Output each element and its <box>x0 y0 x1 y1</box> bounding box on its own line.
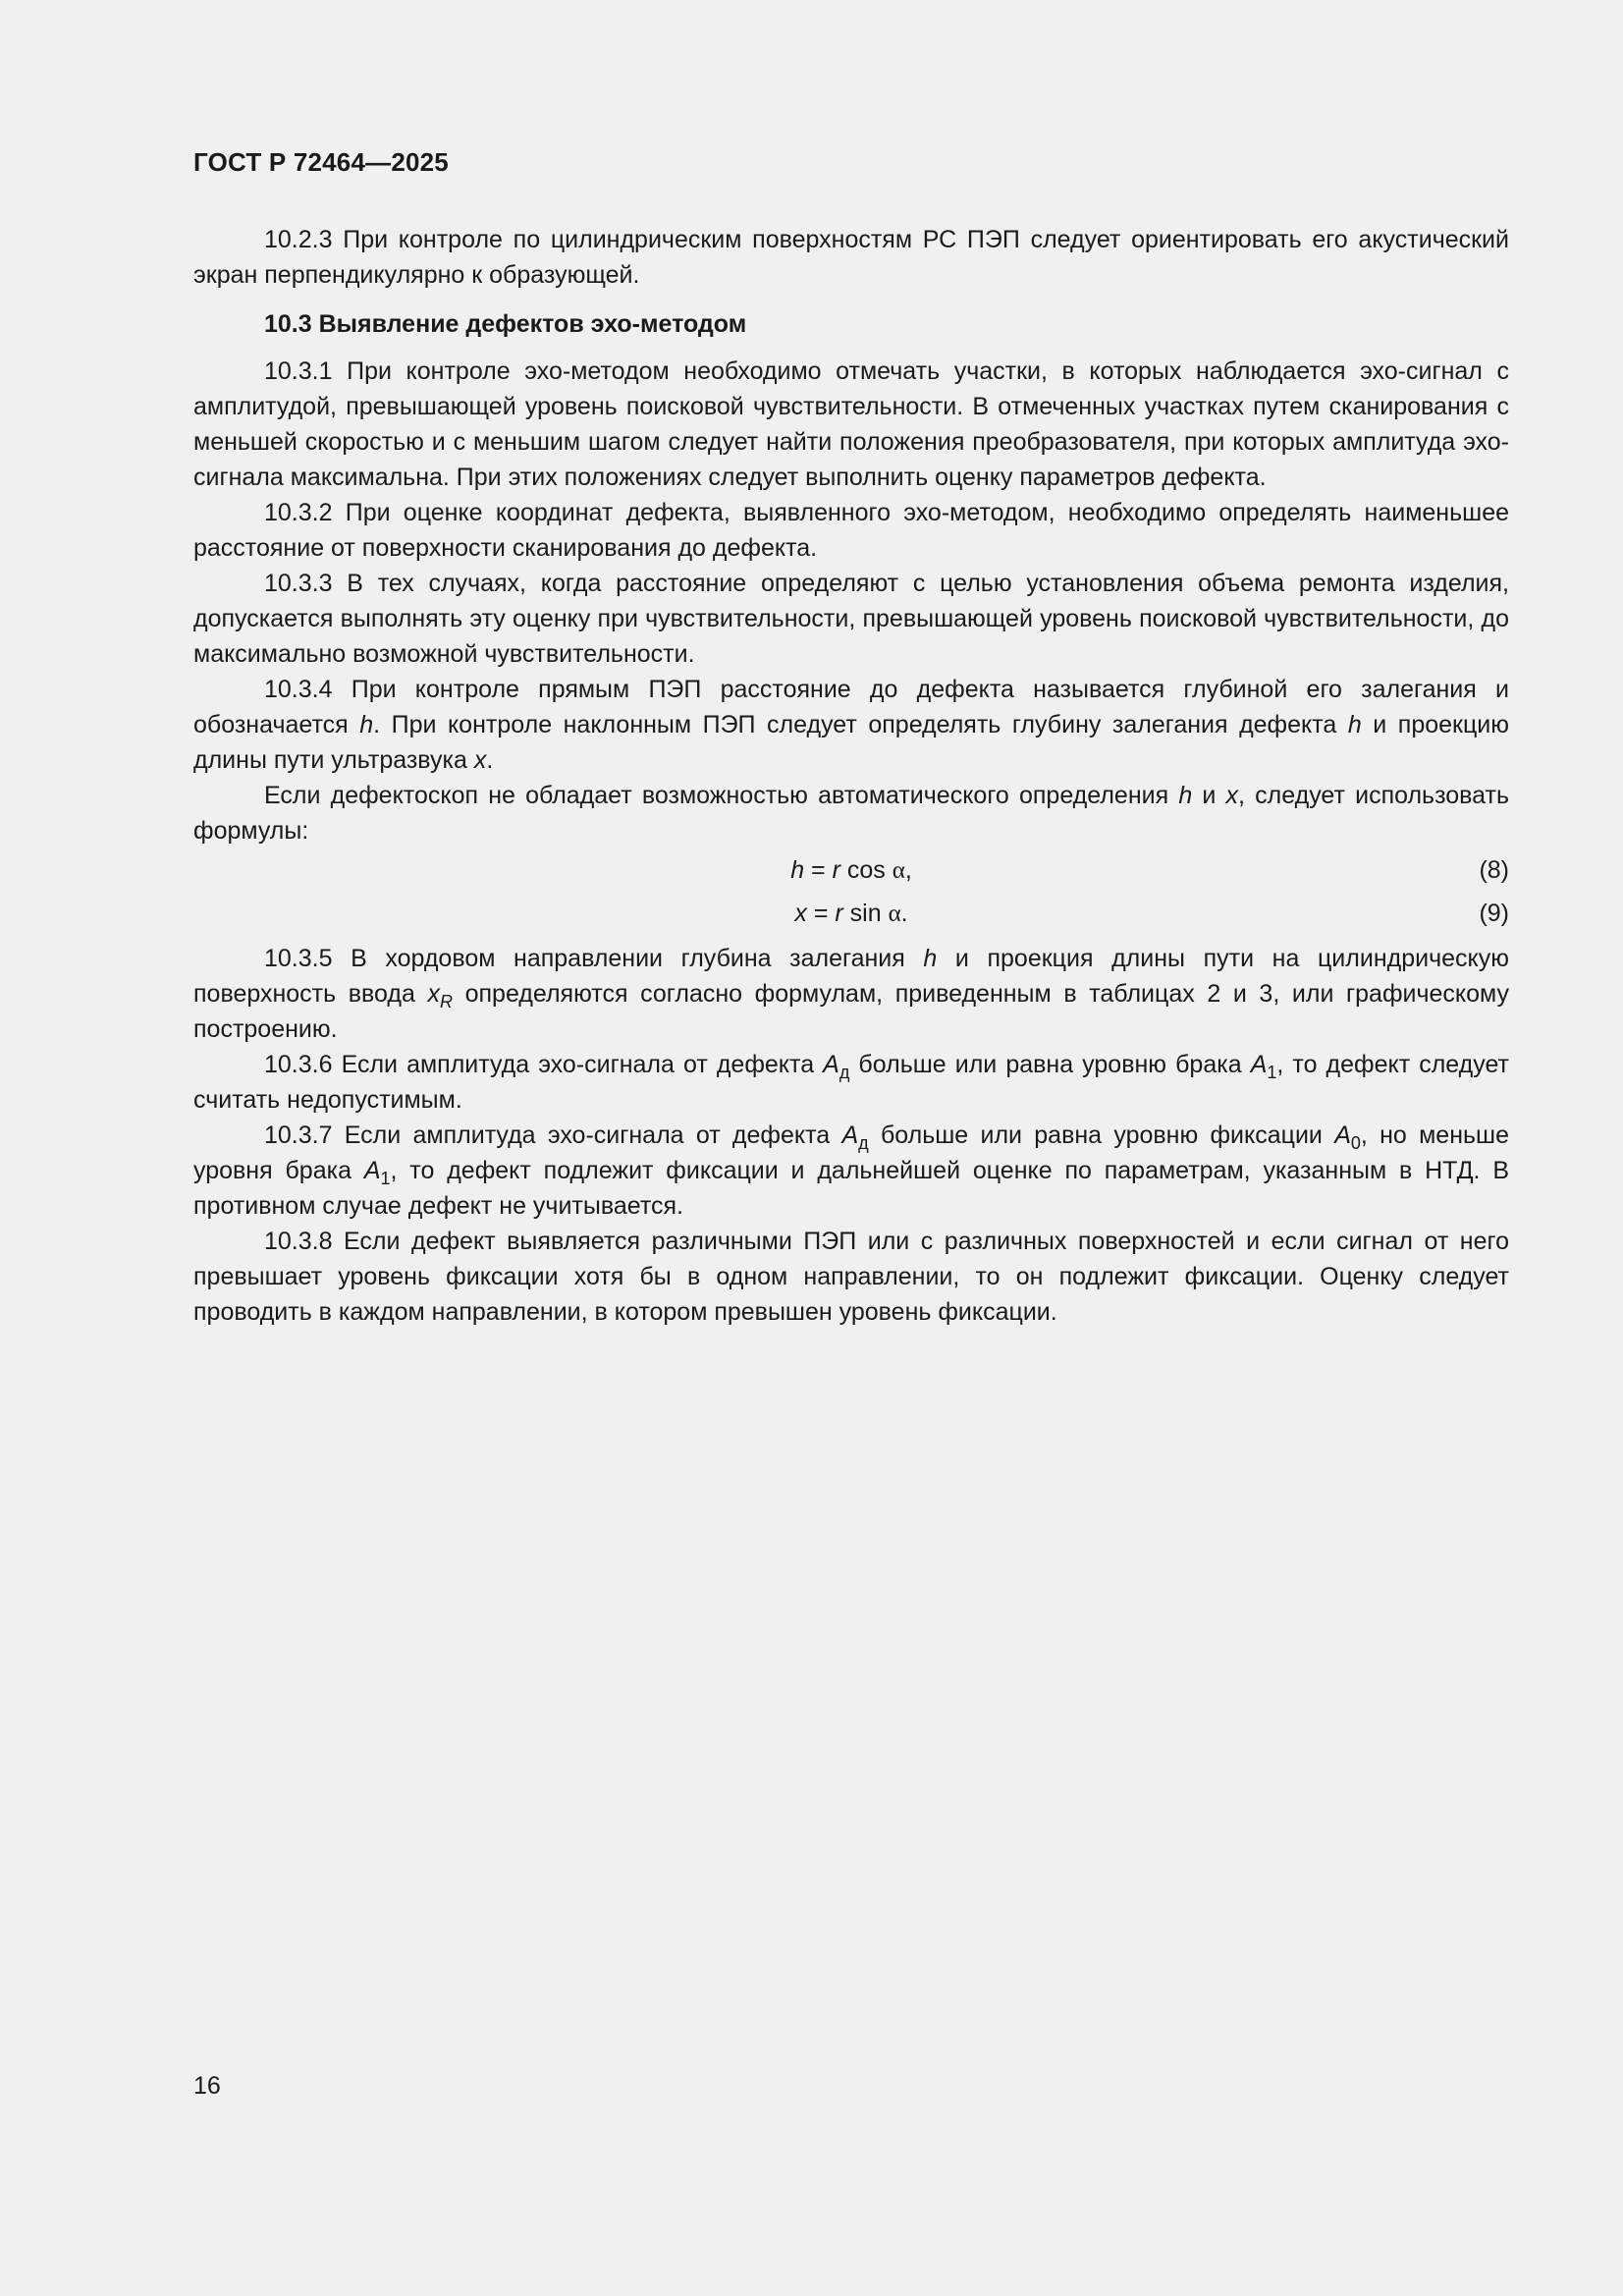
clause-10-3-5: 10.3.5 В хордовом направлении глубина залегания h и проекция длины пути на цилиндрическую поверхность ввода $x_R$ определяются согласно формулам, приведенным в таблицах 2 и 3, или графическому построению. <box>193 945 1509 1043</box>
formula-8 <box>193 848 1509 892</box>
formula-9-expression: x = r sin α. <box>794 900 908 927</box>
formulas-intro: Если дефектоскоп не обладает возможностью автоматического определения h и x, следует использовать формулы: <box>193 782 1509 845</box>
clause-10-3-6: 10.3.6 Если амплитуда эхо-сигнала от дефекта $A_д$ больше или равна уровню брака $A_1$, то дефект следует считать недопустимым. <box>193 1051 1509 1114</box>
page-number: 16 <box>193 2072 221 2100</box>
formula-8-number: (8) <box>1479 856 1509 884</box>
formula-9-number: (9) <box>1479 900 1509 927</box>
clause-10-3-1: 10.3.1 При контроле эхо-методом необходимо отмечать участки, в которых наблюдается эхо-сигнал с амплитудой, превышающей уровень поисковой чувствительности. В отмеченных участках путем сканирования с меньшей скоростью и с меньшим шагом следует найти положения преобразователя, при которых амплитуда эхо-сигнала максимальна. При этих положениях следует выполнить оценку параметров дефекта. <box>193 357 1509 491</box>
section-heading-10-3: 10.3 Выявление дефектов эхо-методом <box>264 310 747 338</box>
clause-10-3-3: 10.3.3 В тех случаях, когда расстояние определяют с целью установления объема ремонта изделия, допускается выполнять эту оценку при чувствительности, превышающей уровень поисковой чувствительности, до максимально возможной чувствительности. <box>193 570 1509 668</box>
clause-10-3-4: 10.3.4 При контроле прямым ПЭП расстояние до дефекта называется глубиной его залегания и обозначается h. При контроле наклонным ПЭП следует определять глубину залегания дефекта h и проекцию длины пути ультразвука x. <box>193 676 1510 774</box>
clause-10-3-2: 10.3.2 При оценке координат дефекта, выявленного эхо-методом, необходимо определять наименьшее расстояние от поверхности сканирования до дефекта. <box>193 499 1509 562</box>
document-body <box>193 222 1509 1330</box>
formula-8-expression: h = r cos α, <box>790 856 912 884</box>
clause-10-3-7: 10.3.7 Если амплитуда эхо-сигнала от дефекта $A_д$ больше или равна уровню фиксации $A_0$, но меньше уровня брака $A_1$, то дефект подлежит фиксации и дальнейшей оценке по параметрам, указанным в НТД. В противном случае дефект не учитывается. <box>193 1121 1509 1220</box>
clause-10-2-3: 10.2.3 При контроле по цилиндрическим поверхностям РС ПЭП следует ориентировать его акустический экран перпендикулярно к образующей. <box>193 226 1509 289</box>
clause-10-3-8: 10.3.8 Если дефект выявляется различными ПЭП или с различных поверхностей и если сигнал от него превышает уровень фиксации хотя бы в одном направлении, то он подлежит фиксации. Оценку следует проводить в каждом направлении, в котором превышен уровень фиксации. <box>193 1228 1509 1326</box>
formula-9 <box>193 892 1509 935</box>
standard-title: ГОСТ Р 72464—2025 <box>193 147 449 177</box>
